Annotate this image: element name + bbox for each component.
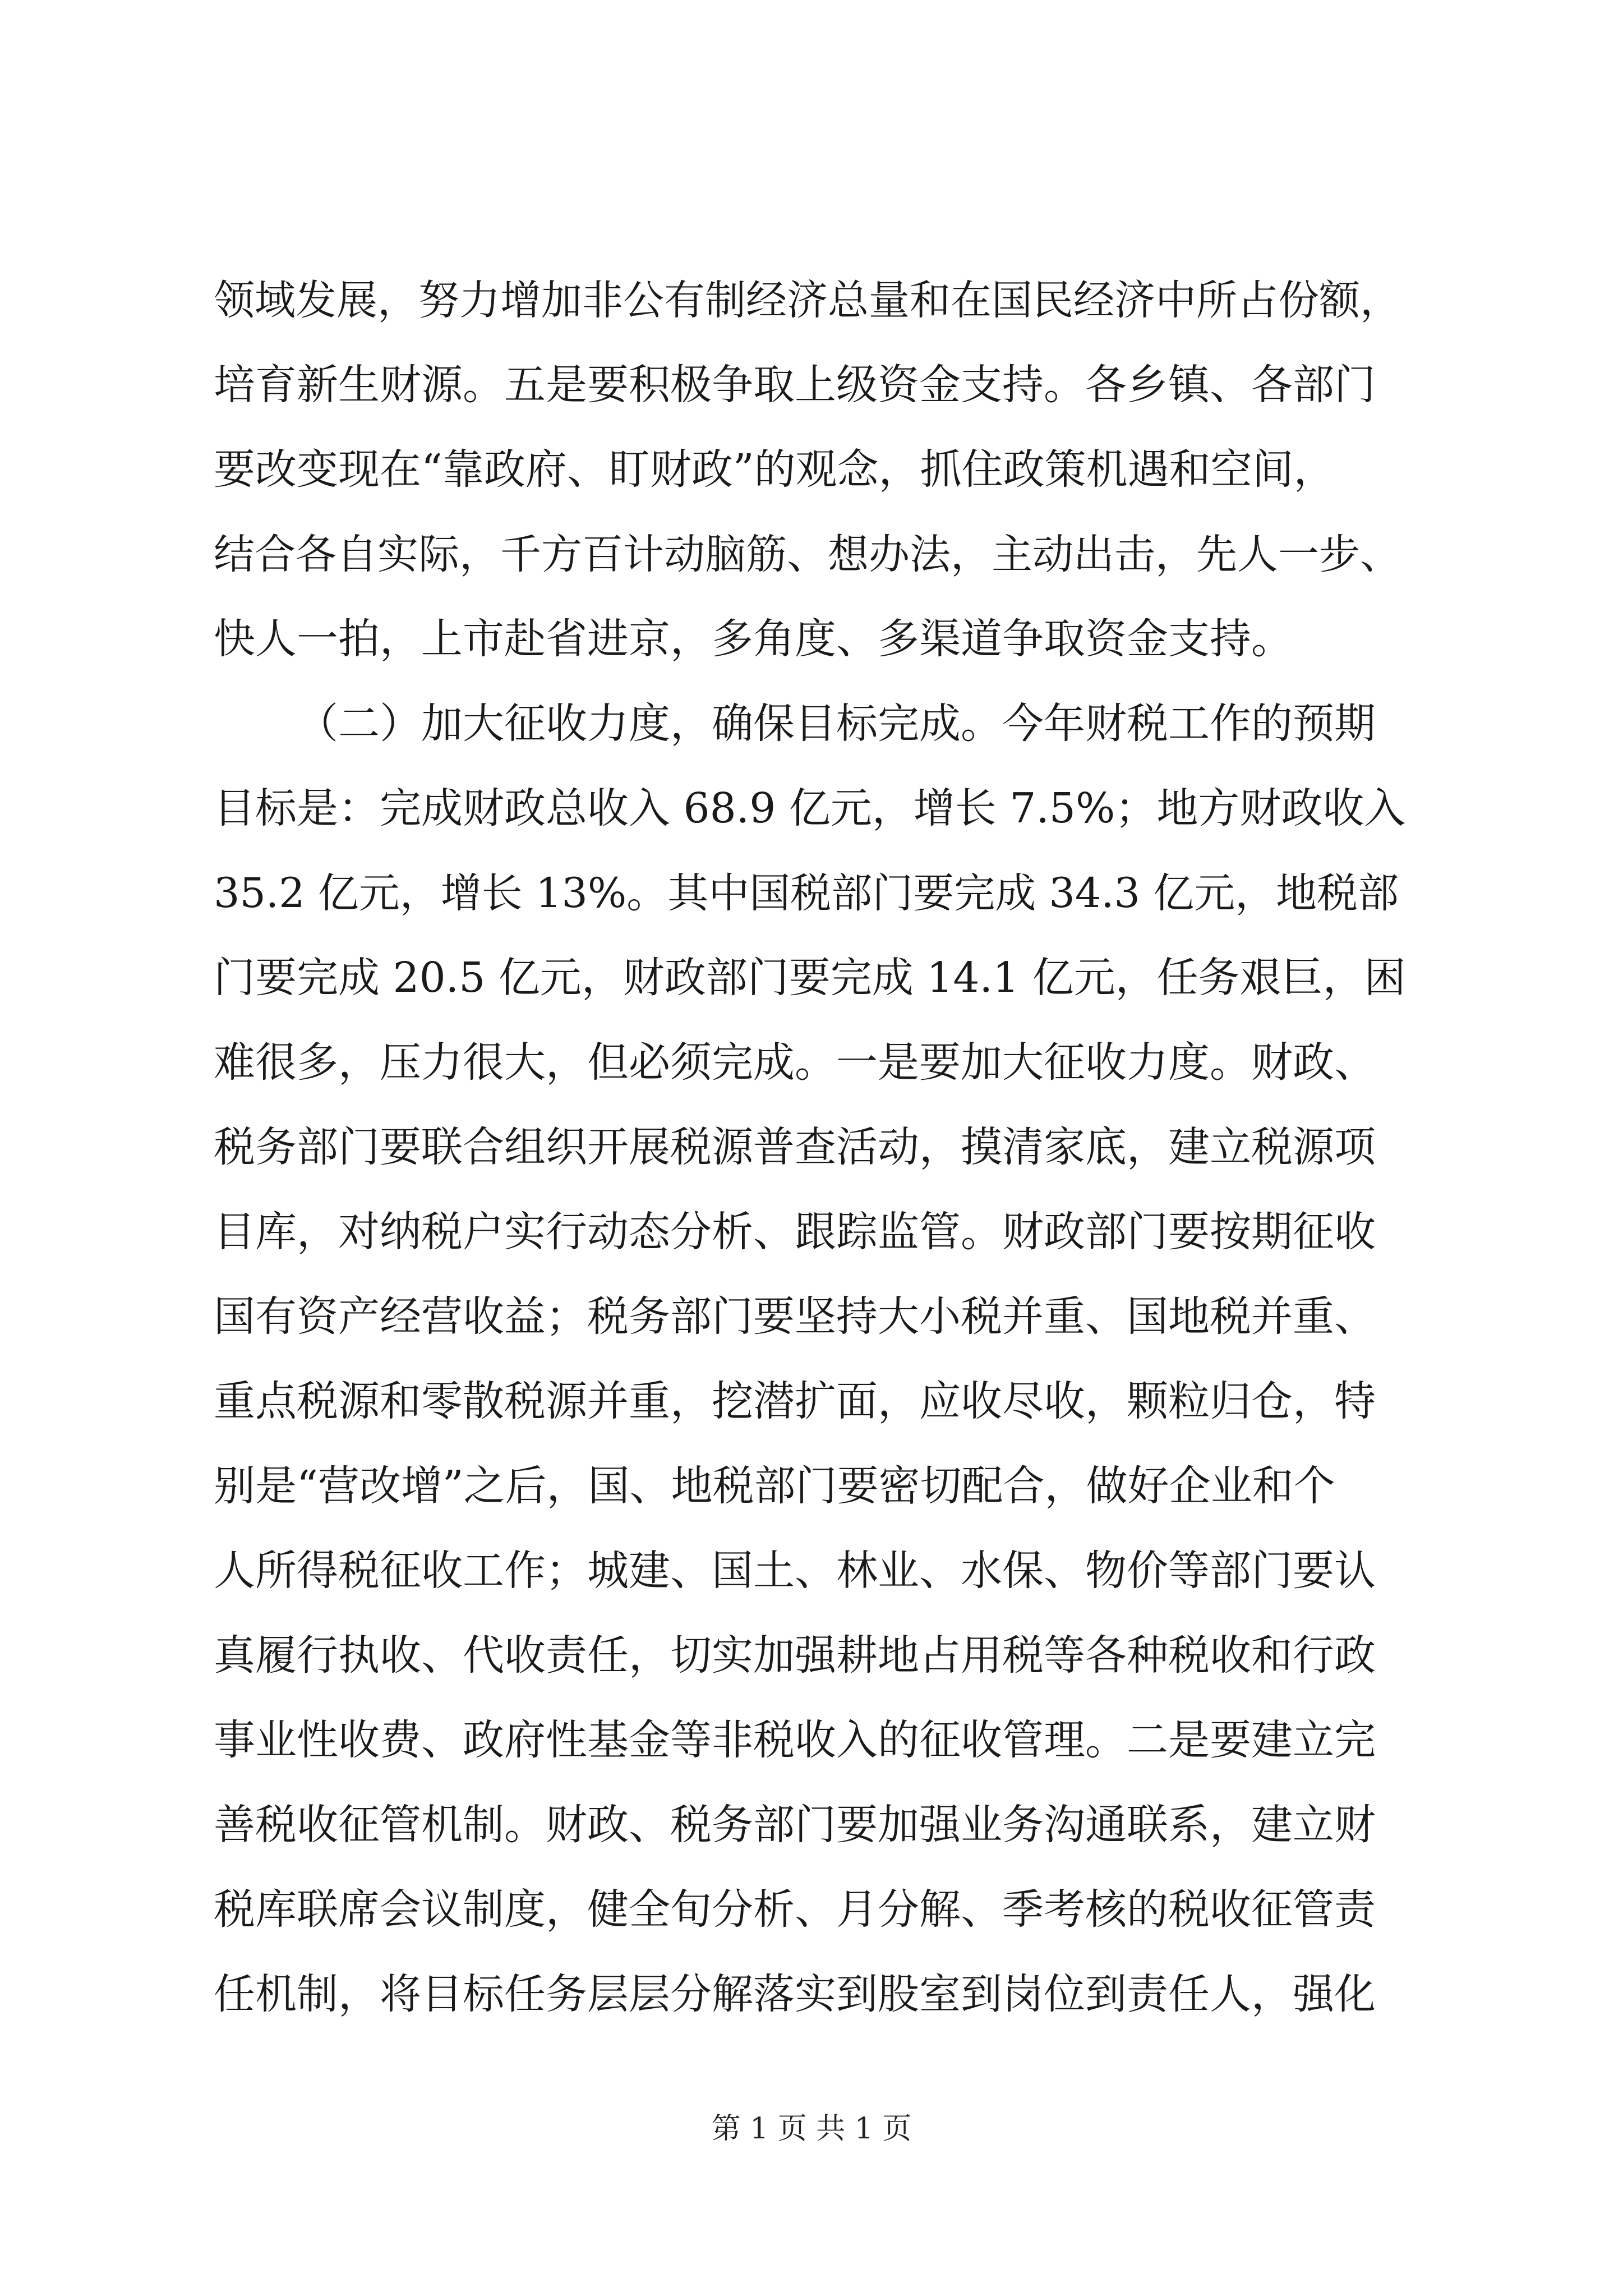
text-line: 税务部门要联合组织开展税源普查活动，摸清家底，建立税源项 [214, 1123, 1376, 1171]
page-footer [0, 2109, 1623, 2148]
text-line: 国有资产经营收益；税务部门要坚持大小税并重、国地税并重、 [214, 1292, 1376, 1341]
text-line: 事业性收费、政府性基金等非税收入的征收管理。二是要建立完 [214, 1716, 1376, 1764]
text-line: 培育新生财源。五是要积极争取上级资金支持。各乡镇、各部门 [214, 361, 1376, 409]
text-line: 难很多，压力很大，但必须完成。一是要加大征收力度。财政、 [214, 1038, 1376, 1087]
text-line: 领域发展，努力增加非公有制经济总量和在国民经济中所占份额， [214, 277, 1401, 324]
paragraph-start-line: （二）加大征收力度，确保目标完成。今年财税工作的预期 [297, 700, 1376, 748]
text-line: 重点税源和零散税源并重，挖潜扩面，应收尽收，颗粒归仓，特 [214, 1377, 1376, 1425]
text-line: 税库联席会议制度，健全旬分析、月分解、季考核的税收征管责 [214, 1885, 1376, 1934]
text-line: 任机制，将目标任务层层分解落实到股室到岗位到责任人，强化 [214, 1970, 1376, 2018]
page-number-label: 第 1 页 共 1 页 [711, 2112, 912, 2146]
text-line: 要改变现在“靠政府、盯财政”的观念，抓住政策机遇和空间， [214, 445, 1335, 494]
text-line: 结合各自实际，千方百计动脑筋、想办法，主动出击，先人一步、 [214, 531, 1401, 578]
text-line: 快人一拍，上市赴省进京，多角度、多渠道争取资金支持。 [214, 615, 1293, 663]
text-line: 别是“营改增”之后，国、地税部门要密切配合，做好企业和个 [214, 1462, 1335, 1510]
text-line: 善税收征管机制。财政、税务部门要加强业务沟通联系，建立财 [214, 1801, 1376, 1849]
text-line: 人所得税征收工作；城建、国土、林业、水保、物价等部门要认 [214, 1547, 1376, 1595]
text-line: 目标是：完成财政总收入 68.9 亿元，增长 7.5%；地方财政收入 [214, 784, 1406, 832]
text-line: 35.2 亿元，增长 13%。其中国税部门要完成 34.3 亿元，地税部 [214, 869, 1399, 917]
text-line: 门要完成 20.5 亿元，财政部门要完成 14.1 亿元，任务艰巨，困 [214, 954, 1406, 1002]
text-line: 真履行执收、代收责任，切实加强耕地占用税等各种税收和行政 [214, 1631, 1376, 1680]
body-text [214, 258, 1414, 2037]
text-line: 目库，对纳税户实行动态分析、跟踪监管。财政部门要按期征收 [214, 1208, 1376, 1256]
